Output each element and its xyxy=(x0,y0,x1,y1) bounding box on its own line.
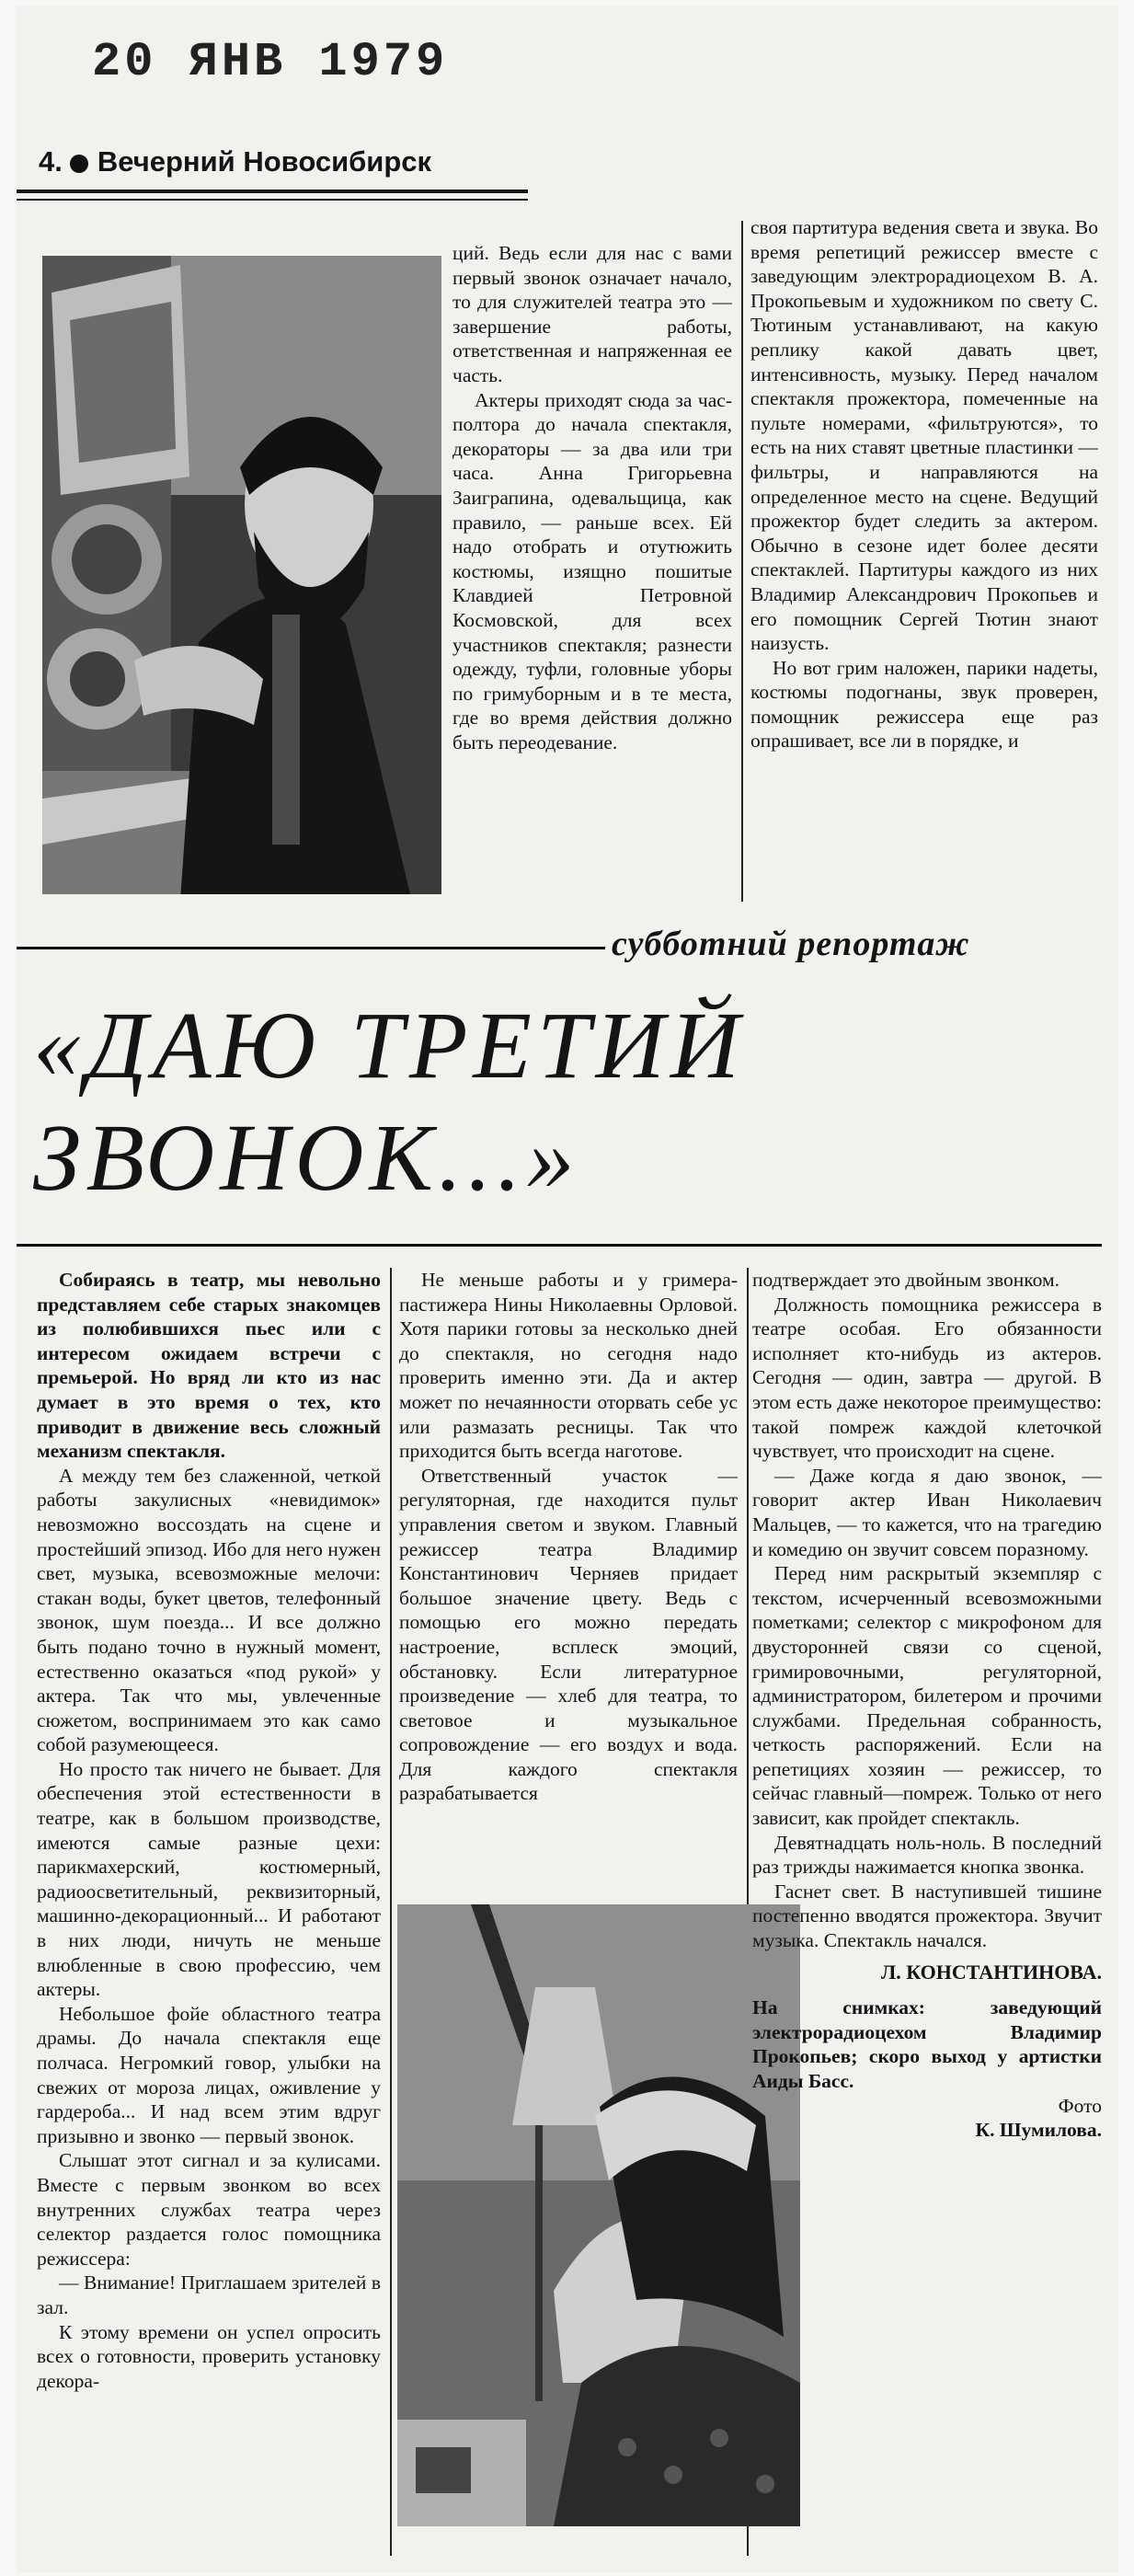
paragraph: Небольшое фойе областного театра драмы. До начала спектакля еще полчаса. Негромкий говор, улыбки на свежих от мороза лицах, оживление у гардероба... И над всем этим вдруг призывно и звонко — первый звонок. xyxy=(37,2002,381,2147)
headline-rule xyxy=(17,1244,1102,1247)
paragraph: Должность помощника режиссера в театре особая. Его обязанности исполняет кто-нибудь из актеров. Сегодня — один, завтра — другой. В этом есть даже некоторое преимущество: такой помреж каждой клеточкой чувствует, что происходит на сцене. xyxy=(752,1293,1102,1463)
photo-caption: На снимках: заведующий электрорадиоцехом Владимир Прокопьев; скоро выход у артистки Аиды Басс. xyxy=(752,1996,1102,2092)
paragraph: Но просто так ничего не бывает. Для обеспечения этой естественности в театре, как в большом производстве, имеются самые разные цехи: парикмахерский, костюмерный, радиоосветительный, реквизиторный, машинно-декорационный... И работают в них люди, ничуть не меньше влюбленные в свою профессию, чем актеры. xyxy=(37,1757,381,2001)
author-signature: Л. КОНСТАНТИНОВА. xyxy=(880,1960,1102,1984)
top-column-1 xyxy=(452,241,732,900)
date-stamp: 20 ЯНВ 1979 xyxy=(92,35,449,89)
rubric-rule xyxy=(17,947,605,949)
paragraph: А между тем без слаженной, четкой работы закулисных «невидимок» невозможно воссоздать на сцене и простейший эпизод. Ибо для него нужен свет, музыка, всевозможные мелочи: стакан воды, букет цветов, телефонный звонок, шум поезда... И все должно быть подано точно в нужный момент, естественно оказаться «под рукой» у актера. Так что мы, увлеченные сюжетом, воспринимаем это как само собой разумеющееся. xyxy=(37,1464,381,1756)
bottom-column-1 xyxy=(37,1268,381,2565)
rubric: субботний репортаж xyxy=(612,925,970,963)
lead-paragraph: Собираясь в театр, мы невольно представляем себе старых знакомцев из полюбившихся пьес или с интересом ожидаем встречи с премьерой. Но вряд ли кто из нас думает в это время о тех, кто приводит в движение весь сложный механизм спектакля. xyxy=(37,1269,381,1463)
photo-electrician xyxy=(42,256,441,894)
headline-line-2: ЗВОНОК...» xyxy=(33,1105,580,1211)
paragraph: подтверждает это двойным звонком. xyxy=(752,1269,1060,1291)
paragraph: Но вот грим наложен, парики надеты, костюмы подогнаны, звук проверен, помощник режиссера еще раз опрашивает, все ли в порядке, и xyxy=(750,656,1098,753)
page-number: 4. xyxy=(39,145,63,178)
paragraph: Перед ним раскрытый экземпляр с текстом, исчерченный всевозможными пометками; селектор с микрофоном для двусторонней связи со сценой, гримировочными, регуляторной, администратором, билетером и прочими службами. Предельная собранность, четкость распоряжений. Если на репетициях хозяин — режиссер, то сейчас главный—помреж. Только от него зависит, как пройдет спектакль. xyxy=(752,1562,1102,1830)
masthead xyxy=(39,145,517,178)
paragraph: — Внимание! Приглашаем зрителей в зал. xyxy=(37,2271,381,2318)
paragraph: Девятнадцать ноль-ноль. В последний раз трижды нажимается кнопка звонка. xyxy=(752,1831,1102,1879)
paragraph: Гаснет свет. В наступившей тишине постепенно вводятся прожектора. Звучит музыка. Спектакль начался. xyxy=(752,1880,1102,1952)
paragraph: Слышат этот сигнал и за кулисами. Вместе с первым звонком во всех внутренних службах театра через селектор раздается голос помощника режиссера: xyxy=(37,2149,381,2270)
paragraph: своя партитура ведения света и звука. Во время репетиций режиссер вместе с заведующим электрорадиоцехом В. А. Прокопьевым и художником по свету С. Тютиным устанавливают, на какую реплику какой давать цвет, интенсивность, музыку. Перед началом спектакля прожектора, помеченные на пульте номерами, «фильтруются», то есть на них ставят цветные пластинки — фильтры, и направляются на определенное место на сцене. Ведущий прожектор будет следить за актером. Обычно в сезоне идет более десяти спектаклей. Партитуры каждого из них Владимир Александрович Прокопьев и его помощник Сергей Тютин знают наизусть. xyxy=(750,216,1098,655)
photographer-name: К. Шумилова. xyxy=(975,2119,1102,2142)
headline xyxy=(33,990,745,1214)
bottom-column-3 xyxy=(752,1268,1102,2565)
bottom-column-2 xyxy=(399,1268,738,1893)
column-divider xyxy=(741,221,743,902)
masthead-rule-thin xyxy=(17,199,528,201)
newspaper-name: Вечерний Новосибирск xyxy=(97,145,432,178)
masthead-rule xyxy=(17,190,528,193)
paragraph: ций. Ведь если для нас с вами первый звонок означает начало, то для служителей театра это — завершение работы, ответственная и напряженная ее часть. xyxy=(452,242,732,386)
paragraph: К этому времени он успел опросить всех о готовности, проверить установку декора- xyxy=(37,2320,381,2392)
paragraph: — Даже когда я даю звонок, — говорит актер Иван Николаевич Мальцев, — то кажется, что на трагедию и комедию он звучит совсем поразному. xyxy=(752,1464,1102,1560)
photo-credit-label: Фото xyxy=(1058,2094,1102,2117)
headline-line-1: «ДАЮ ТРЕТИЙ xyxy=(33,993,745,1098)
column-divider xyxy=(390,1268,392,2556)
photo-actress xyxy=(397,1904,800,2526)
paragraph: Актеры приходят сюда за час-полтора до начала спектакля, декораторы — за два или три часа. Анна Григорьевна Заиграпина, одевальщица, как правило, — раньше всех. Ей надо отобрать и отутюжить костюмы, изящно пошитые Клавдией Петровной Космовской, для всех участников спектакля; разнести одежду, туфли, головные уборы по гримуборным и в те места, где во время действия должно быть переодевание. xyxy=(452,388,732,753)
paragraph: Ответственный участок — регуляторная, где находится пульт управления светом и звуком. Главный режиссер театра Владимир Константинович Черняев придает большое значение цвету. Ведь с помощью его можно передать настроение, всплеск эмоций, обстановку. Если литературное произведение — хлеб для театра, то световое и музыкальное сопровождение — его воздух и вода. Для каждого спектакля разрабатывается xyxy=(399,1464,738,1805)
top-column-2 xyxy=(750,215,1098,903)
bullet-icon xyxy=(70,155,88,173)
paragraph: Не меньше работы и у гримера-пастижера Нины Николаевны Орловой. Хотя парики готовы за несколько дней до спектакля, но сегодня надо проверить именно эти. Да и актер может по нечаянности оторвать себе ус или размазать ресницы. Так что приходится быть всегда наготове. xyxy=(399,1269,738,1463)
